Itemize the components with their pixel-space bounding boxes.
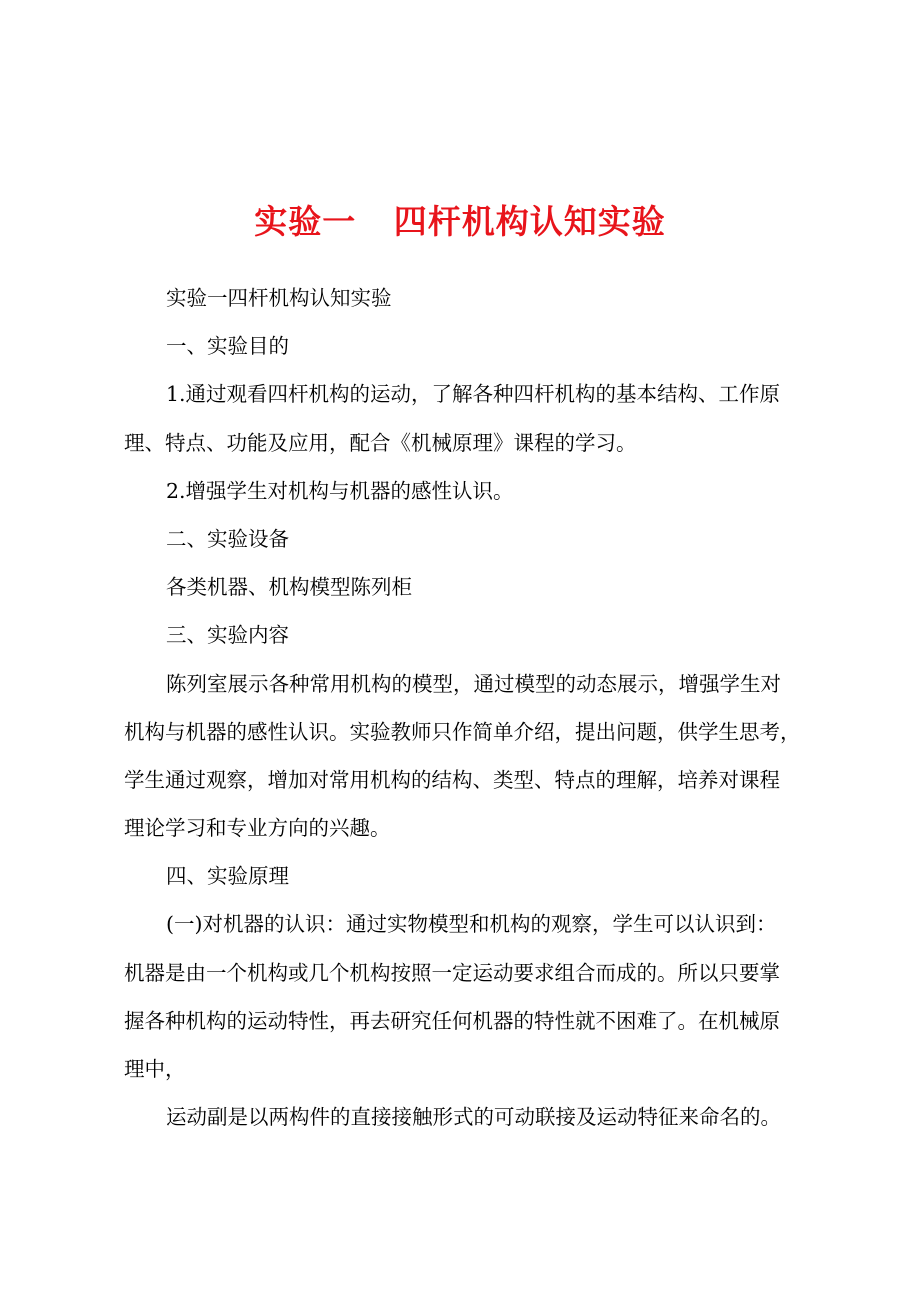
paragraph-line: (一)对机器的认识：通过实物模型和机构的观察，学生可以认识到： [166,912,777,937]
document-body [124,284,814,1151]
paragraph-line: 运动副是以两构件的直接接触形式的可动联接及运动特征来命名的。 [166,1105,781,1130]
paragraph-line: 学生通过观察，增加对常用机构的结构、类型、特点的理解，培养对课程 [124,767,780,792]
document-title: 实验一 四杆机构认知实验 [254,202,666,241]
paragraph-line: 一、实验目的 [166,334,289,359]
paragraph-line: 机构与机器的感性认识。实验教师只作简单介绍，提出问题，供学生思考， [124,719,801,744]
paragraph-line: 陈列室展示各种常用机构的模型，通过模型的动态展示，增强学生对 [166,671,781,696]
paragraph-line: 各类机器、机构模型陈列柜 [166,575,412,600]
paragraph-line: 实验一四杆机构认知实验 [166,286,392,310]
paragraph-line: 理、特点、功能及应用，配合《机械原理》课程的学习。 [124,430,637,455]
paragraph-line: 握各种机构的运动特性，再去研究任何机器的特性就不困难了。在机械原 [124,1008,780,1033]
paragraph-line: 三、实验内容 [166,623,289,648]
paragraph-line: 1.通过观看四杆机构的运动，了解各种四杆机构的基本结构、工作原 [166,382,781,407]
paragraph-line: 四、实验原理 [166,864,289,889]
paragraph-line: 二、实验设备 [166,526,289,551]
paragraph-line: 理论学习和专业方向的兴趣。 [124,816,391,841]
paragraph-line: 机器是由一个机构或几个机构按照一定运动要求组合而成的。所以只要掌 [124,960,780,985]
paragraph-line: 2.增强学生对机构与机器的感性认识。 [166,478,514,503]
paragraph-line: 理中， [124,1057,186,1081]
